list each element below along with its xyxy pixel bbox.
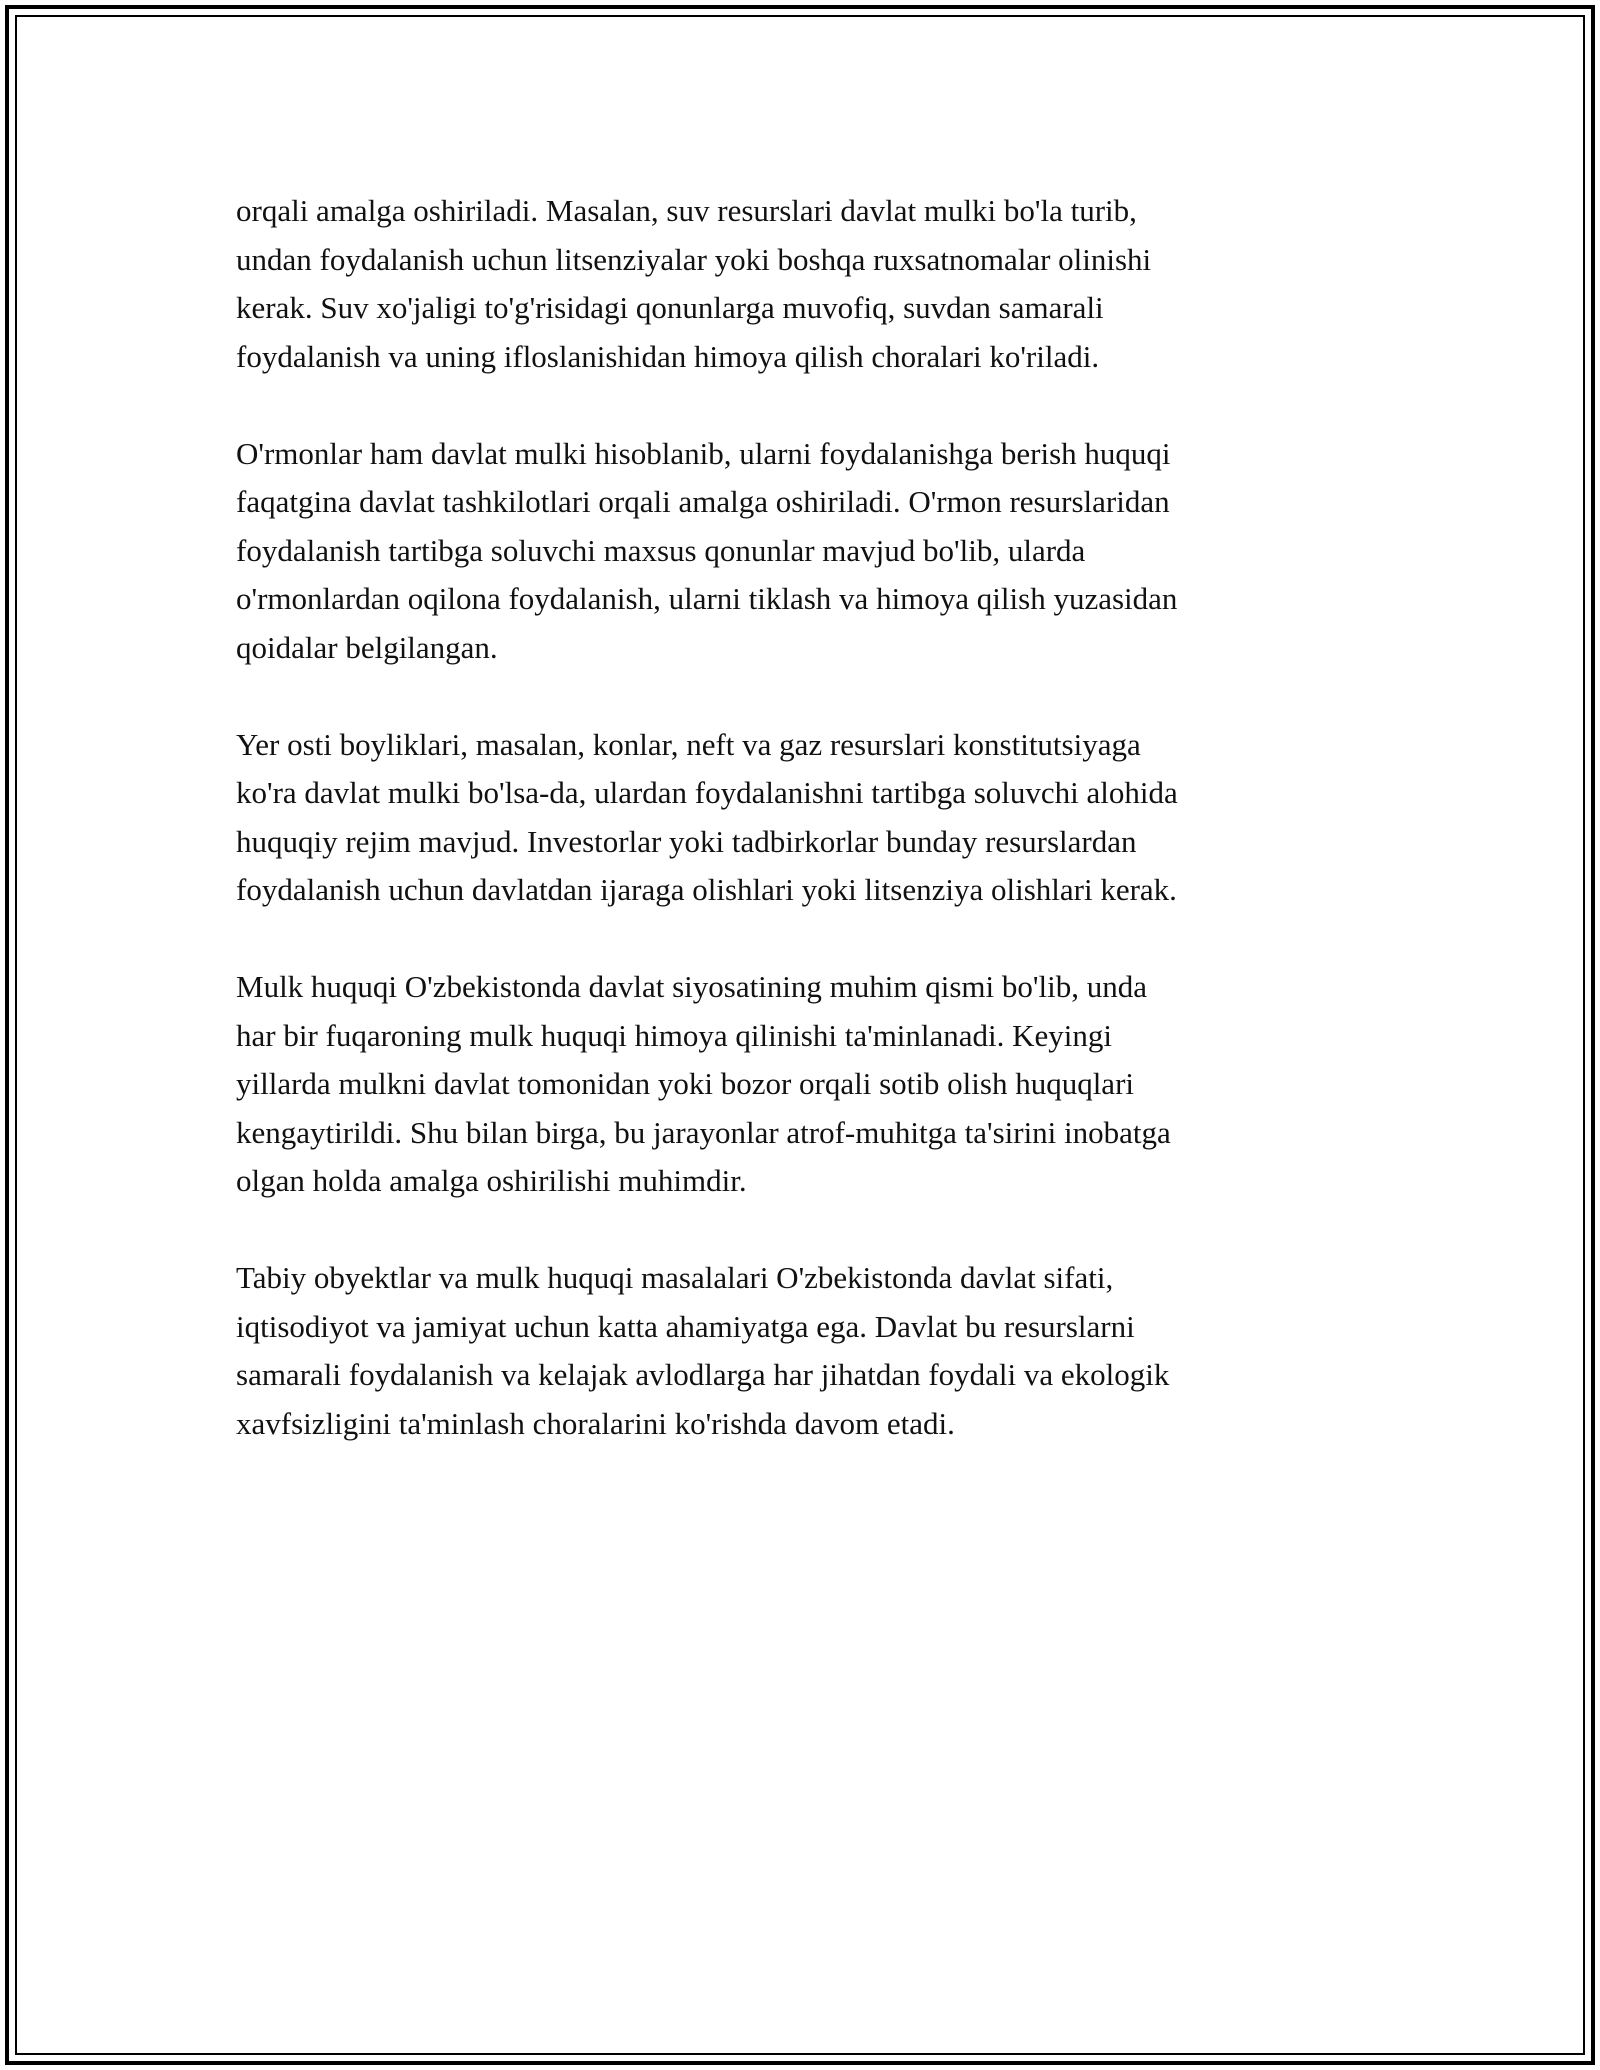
- text-line: orqali amalga oshiriladi. Masalan, suv resurslari davlat mulki bo'la turib,: [236, 193, 1137, 228]
- text-line: yillarda mulkni davlat tomonidan yoki bozor orqali sotib olish huquqlari: [236, 1066, 1135, 1101]
- document-body: [236, 187, 1372, 1497]
- paragraph-water-resources: [236, 187, 1372, 381]
- text-line: olgan holda amalga oshirilishi muhimdir.: [236, 1163, 747, 1198]
- text-line: kengaytirildi. Shu bilan birga, bu jarayonlar atrof-muhitga ta'sirini inobatga: [236, 1114, 1171, 1150]
- text-line: foydalanish uchun davlatdan ijaraga olishlari yoki litsenziya olishlari kerak.: [236, 872, 1177, 907]
- text-line: Tabiy obyektlar va mulk huquqi masalalari O'zbekistonda davlat sifati,: [236, 1260, 1114, 1295]
- text-line: samarali foydalanish va kelajak avlodlarga har jihatdan foydali va ekologik: [236, 1357, 1170, 1392]
- text-line: xavfsizligini ta'minlash choralarini ko'rishda davom etadi.: [236, 1405, 955, 1441]
- text-line: undan foydalanish uchun litsenziyalar yoki boshqa ruxsatnomalar olinishi: [236, 241, 1152, 277]
- text-line: ko'ra davlat mulki bo'lsa-da, ulardan foydalanishni tartibga soluvchi alohida: [236, 775, 1178, 810]
- text-line: Mulk huquqi O'zbekistonda davlat siyosatining muhim qismi bo'lib, unda: [236, 969, 1147, 1004]
- text-line: qoidalar belgilangan.: [236, 629, 498, 665]
- paragraph-conclusion: [236, 1254, 1372, 1448]
- text-line: har bir fuqaroning mulk huquqi himoya qilinishi ta'minlanadi. Keyingi: [236, 1017, 1113, 1053]
- text-line: O'rmonlar ham davlat mulki hisoblanib, ularni foydalanishga berish huquqi: [236, 435, 1171, 471]
- text-line: huquqiy rejim mavjud. Investorlar yoki tadbirkorlar bunday resurslardan: [236, 823, 1137, 859]
- text-line: o'rmonlardan oqilona foydalanish, ularni tiklash va himoya qilish yuzasidan: [236, 581, 1178, 616]
- text-line: foydalanish va uning ifloslanishidan himoya qilish choralari ko'riladi.: [236, 338, 1100, 374]
- text-line: iqtisodiyot va jamiyat uchun katta ahamiyatga ega. Davlat bu resurslarni: [236, 1308, 1135, 1344]
- paragraph-subsoil: [236, 721, 1372, 915]
- paragraph-property-rights: [236, 963, 1372, 1206]
- text-line: Yer osti boyliklari, masalan, konlar, neft va gaz resurslari konstitutsiyaga: [236, 726, 1141, 762]
- paragraph-forests: [236, 430, 1372, 673]
- text-line: faqatgina davlat tashkilotlari orqali amalga oshiriladi. O'rmon resurslaridan: [236, 484, 1170, 519]
- text-line: kerak. Suv xo'jaligi to'g'risidagi qonunlarga muvofiq, suvdan samarali: [236, 290, 1104, 325]
- text-line: foydalanish tartibga soluvchi maxsus qonunlar mavjud bo'lib, ularda: [236, 532, 1086, 568]
